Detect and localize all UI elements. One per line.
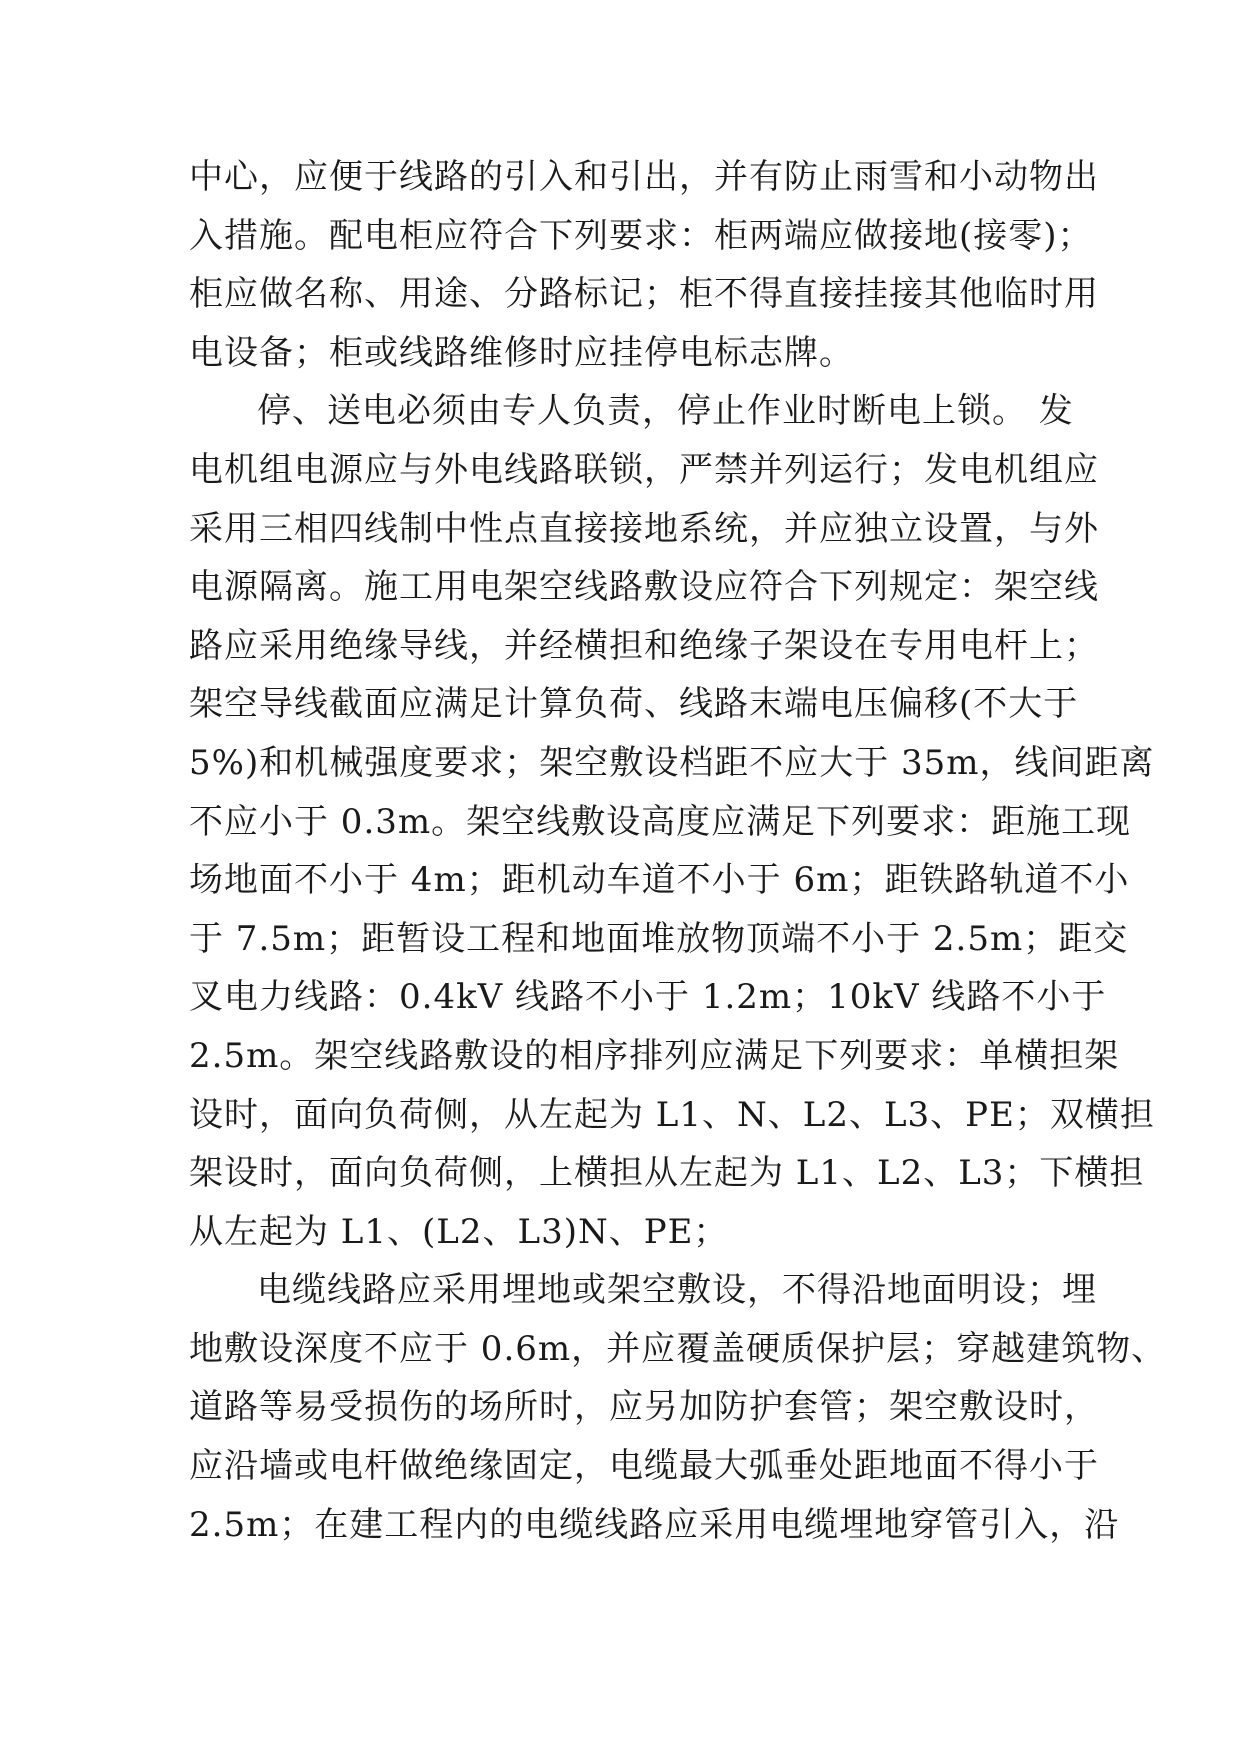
body-text (189, 148, 1167, 1554)
paragraph-first-line: 电缆线路应采用埋地或架空敷设，不得沿地面明设；埋 (257, 1270, 1097, 1311)
text-line: 路应采用绝缘导线，并经横担和绝缘子架设在专用电杆上； (189, 625, 1099, 666)
text-line: 采用三相四线制中性点直接接地系统，并应独立设置，与外 (189, 508, 1099, 549)
text-line: 电机组电源应与外电线路联锁，严禁并列运行；发电机组应 (189, 449, 1099, 490)
paragraph-first-line: 停、送电必须由专人负责，停止作业时断电上锁。 发 (257, 391, 1074, 432)
text-line: 入措施。配电柜应符合下列要求：柜两端应做接地(接零)； (189, 215, 1093, 256)
text-line: 场地面不小于 4m；距机动车道不小于 6m；距铁路轨道不小 (189, 860, 1130, 901)
text-line: 架设时，面向负荷侧，上横担从左起为 L1、L2、L3；下横担 (189, 1153, 1145, 1194)
text-line: 于 7.5m；距暂设工程和地面堆放物顶端不小于 2.5m；距交 (189, 918, 1129, 959)
text-line: 从左起为 L1、(L2、L3)N、PE； (189, 1211, 729, 1252)
text-line: 架空导线截面应满足计算负荷、线路末端电压偏移(不大于 (189, 684, 1079, 725)
text-line: 柜应做名称、用途、分路标记；柜不得直接挂接其他临时用 (189, 274, 1099, 315)
text-line: 2.5m。架空线路敷设的相序排列应满足下列要求：单横担架 (189, 1035, 1120, 1076)
text-line: 应沿墙或电杆做绝缘固定，电缆最大弧垂处距地面不得小于 (189, 1446, 1099, 1487)
text-line: 地敷设深度不应于 0.6m，并应覆盖硬质保护层；穿越建筑物、 (189, 1328, 1167, 1369)
text-line: 2.5m；在建工程内的电缆线路应采用电缆埋地穿管引入，沿 (189, 1504, 1120, 1545)
text-line: 中心，应便于线路的引入和引出，并有防止雨雪和小动物出 (189, 157, 1099, 197)
text-line: 电源隔离。施工用电架空线路敷设应符合下列规定：架空线 (189, 567, 1099, 608)
text-line: 电设备；柜或线路维修时应挂停电标志牌。 (189, 332, 854, 373)
text-line: 设时，面向负荷侧，从左起为 L1、N、L2、L3、PE；双横担 (189, 1094, 1155, 1135)
text-line: 道路等易受损伤的场所时，应另加防护套管；架空敷设时， (189, 1387, 1099, 1428)
text-line: 不应小于 0.3m。架空线敷设高度应满足下列要求：距施工现 (189, 801, 1132, 842)
text-line: 5%)和机械强度要求；架空敷设档距不应大于 35m，线间距离 (189, 742, 1155, 783)
text-line: 叉电力线路：0.4kV 线路不小于 1.2m；10kV 线路不小于 (189, 977, 1107, 1018)
